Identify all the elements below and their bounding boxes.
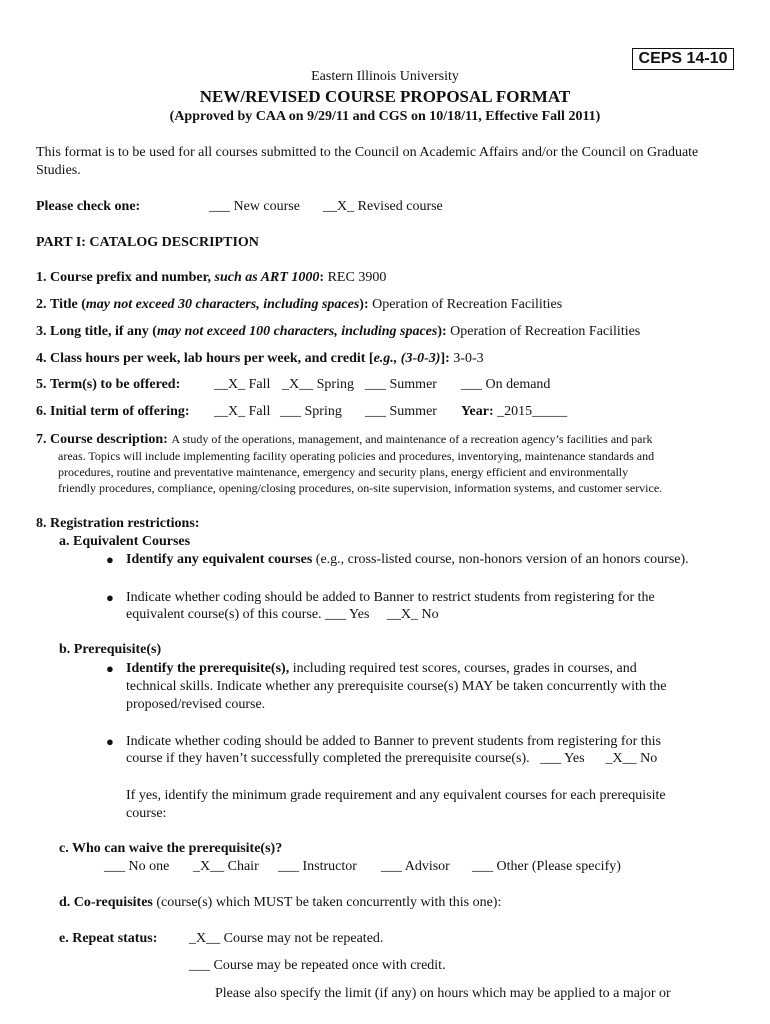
item-4 — [36, 350, 484, 368]
item-3-hint: may not exceed 100 characters, including spaces — [156, 324, 438, 339]
prereq-identify-line-1 — [126, 660, 637, 678]
prereq-yes-option[interactable] — [540, 751, 584, 766]
new-course-mark: ___ — [209, 199, 230, 214]
repeat-note: Please also specify the limit (if any) on hours which may be applied to a major or — [215, 986, 671, 1001]
equivalent-no-option[interactable] — [387, 607, 439, 622]
year-label: Year: — [461, 404, 494, 419]
item-1-colon: : — [319, 270, 325, 285]
term-on-demand-label: On demand — [485, 377, 551, 392]
item-4-value: 3-0-3 — [453, 351, 484, 366]
revised-course-label: Revised course — [357, 199, 443, 214]
new-course-label: New course — [233, 199, 300, 214]
item-5 — [36, 376, 180, 394]
item-1-label: Course prefix and number, — [50, 270, 212, 285]
repeat-not-option[interactable] — [189, 930, 383, 948]
term-fall-label: Fall — [248, 377, 271, 392]
page-title: NEW/REVISED COURSE PROPOSAL FORMAT — [199, 87, 571, 106]
waive-instructor-option[interactable] — [278, 858, 357, 876]
waive-no-one-mark: ___ — [104, 859, 125, 874]
bullet-icon: ● — [106, 590, 114, 605]
item-1-hint: such as ART 1000 — [214, 270, 320, 285]
item-1-value: REC 3900 — [327, 270, 387, 285]
course-description-line-3: procedures, routine and preventative maintenance, emergency and security plans, energy efficient and environmentally — [58, 465, 629, 479]
initial-year — [461, 403, 567, 421]
equivalent-coding-text: equivalent course(s) of this course. — [126, 607, 322, 622]
prerequisites-heading: b. Prerequisite(s) — [59, 642, 162, 657]
prereq-coding-text: course if they haven’t successfully completed the prerequisite course(s). — [126, 751, 530, 766]
equivalent-coding-line-2 — [126, 606, 439, 624]
course-description-line-4: friendly procedures, compliance, opening/closing procedures, on-site supervision, information systems, and customer service. — [58, 481, 663, 495]
item-1 — [36, 269, 386, 287]
item-8-num: 8. — [36, 516, 47, 531]
equivalent-identify — [126, 551, 689, 569]
prereq-identify-bold: Identify the prerequisite(s), — [126, 661, 290, 676]
bullet-icon: ● — [106, 552, 114, 567]
waive-no-one-option[interactable] — [104, 858, 169, 876]
prereq-note-line-1: If yes, identify the minimum grade requirement and any equivalent courses for each prerequisite — [126, 788, 666, 803]
prereq-no-mark: _X__ — [605, 751, 637, 766]
prereq-identify-rest: including required test scores, courses, grades in courses, and — [292, 661, 637, 676]
waive-chair-mark: _X__ — [193, 859, 225, 874]
equivalent-identify-bold: Identify any equivalent courses — [126, 552, 313, 567]
equivalent-no-label: No — [421, 607, 439, 622]
equivalent-yes-mark: ___ — [325, 607, 347, 622]
repeat-once-mark: ___ — [189, 958, 210, 973]
item-6-num: 6. — [36, 404, 47, 419]
prereq-coding-line-1: Indicate whether coding should be added to Banner to prevent students from registering for this — [126, 734, 661, 749]
item-7-label: Course description: — [50, 432, 168, 447]
item-8 — [36, 515, 199, 533]
term-spring-mark: _X__ — [282, 377, 314, 392]
item-3-value: Operation of Recreation Facilities — [450, 324, 641, 339]
term-summer-mark: ___ — [365, 377, 386, 392]
term-spring-option[interactable] — [282, 376, 354, 394]
waive-no-one-label: No one — [128, 859, 170, 874]
equivalent-yes-label: Yes — [349, 607, 370, 622]
form-id: CEPS 14-10 — [632, 48, 734, 70]
prereq-no-label: No — [640, 751, 658, 766]
prereq-no-option[interactable] — [606, 751, 658, 766]
waive-chair-label: Chair — [227, 859, 259, 874]
waive-chair-option[interactable] — [193, 858, 259, 876]
waive-heading: c. Who can waive the prerequisite(s)? — [59, 841, 283, 856]
item-3-label: Long title, if any ( — [50, 324, 157, 339]
term-summer-label: Summer — [389, 377, 437, 392]
item-7-num: 7. — [36, 432, 47, 447]
waive-instructor-label: Instructor — [302, 859, 357, 874]
item-2 — [36, 296, 562, 314]
initial-spring-label: Spring — [304, 404, 342, 419]
equivalent-no-mark: __X_ — [386, 607, 419, 622]
initial-fall-mark: __X_ — [214, 404, 246, 419]
bullet-icon: ● — [106, 734, 114, 749]
university-name: Eastern Illinois University — [311, 69, 459, 84]
item-1-num: 1. — [36, 270, 47, 285]
initial-spring-mark: ___ — [280, 404, 301, 419]
part1-heading: PART I: CATALOG DESCRIPTION — [36, 235, 259, 250]
initial-summer-option[interactable] — [365, 403, 437, 421]
prereq-coding-line-2 — [126, 750, 657, 768]
corequisites-label: d. Co-requisites — [59, 895, 153, 910]
item-5-label: Term(s) to be offered: — [50, 377, 181, 392]
item-2-num: 2. — [36, 297, 47, 312]
prereq-note-line-2: course: — [126, 806, 167, 821]
waive-other-label: Other (Please specify) — [496, 859, 621, 874]
item-5-num: 5. — [36, 377, 47, 392]
course-description-line-1: A study of the operations, management, and maintenance of a recreation agency’s facilities and park — [171, 432, 653, 446]
waive-advisor-option[interactable] — [381, 858, 450, 876]
repeat-status-label: e. Repeat status: — [59, 931, 158, 946]
term-spring-label: Spring — [316, 377, 354, 392]
initial-summer-label: Summer — [389, 404, 437, 419]
term-on-demand-mark: ___ — [461, 377, 482, 392]
initial-summer-mark: ___ — [365, 404, 386, 419]
initial-fall-label: Fall — [248, 404, 271, 419]
corequisites — [59, 894, 501, 912]
item-4-label: Class hours per week, lab hours per week, and credit [ — [50, 351, 374, 366]
initial-spring-option[interactable] — [280, 403, 342, 421]
waive-other-mark: ___ — [472, 859, 493, 874]
repeat-once-label: Course may be repeated once with credit. — [213, 958, 446, 973]
waive-advisor-mark: ___ — [381, 859, 402, 874]
item-2-hint: may not exceed 30 characters, including spaces — [85, 297, 360, 312]
term-fall-mark: __X_ — [214, 377, 246, 392]
repeat-once-option[interactable] — [189, 957, 446, 975]
year-field[interactable]: _2015_____ — [497, 404, 568, 419]
corequisites-rest: (course(s) which MUST be taken concurrently with this one): — [156, 895, 502, 910]
item-3-num: 3. — [36, 324, 47, 339]
check-one-label: Please check one: — [36, 199, 141, 214]
item-2-label: Title ( — [50, 297, 86, 312]
equivalent-courses-heading: a. Equivalent Courses — [59, 534, 191, 549]
waive-advisor-label: Advisor — [404, 859, 450, 874]
item-2-close: ): — [359, 297, 369, 312]
item-4-close: ]: — [440, 351, 450, 366]
waive-other-option[interactable] — [472, 858, 621, 876]
term-summer-option[interactable] — [365, 376, 437, 394]
term-on-demand-option[interactable] — [461, 376, 550, 394]
item-3 — [36, 323, 640, 341]
waive-instructor-mark: ___ — [278, 859, 299, 874]
item-4-hint: e.g., (3-0-3) — [373, 351, 441, 366]
prereq-identify-line-2: technical skills. Indicate whether any prerequisite course(s) MAY be taken concurrently with the — [126, 679, 667, 694]
intro-text: This format is to be used for all courses submitted to the Council on Academic Affairs and/or the Council on Graduate Studies. — [36, 145, 699, 178]
item-7 — [36, 431, 652, 449]
prereq-yes-mark: ___ — [540, 751, 562, 766]
bullet-icon: ● — [106, 661, 114, 676]
initial-fall-option[interactable] — [214, 403, 270, 421]
new-course-option[interactable] — [209, 198, 300, 216]
item-3-close: ): — [437, 324, 447, 339]
repeat-not-mark: _X__ — [189, 931, 221, 946]
item-8-label: Registration restrictions: — [50, 516, 200, 531]
equivalent-identify-rest: (e.g., cross-listed course, non-honors version of an honors course). — [315, 552, 689, 567]
repeat-not-label: Course may not be repeated. — [223, 931, 384, 946]
revised-course-mark: __X_ — [323, 199, 355, 214]
item-6-label: Initial term of offering: — [50, 404, 190, 419]
course-description-line-2: areas. Topics will include implementing facility operating policies and procedures, inventorying, maintenance standards and — [58, 449, 655, 463]
item-4-num: 4. — [36, 351, 47, 366]
item-2-value: Operation of Recreation Facilities — [372, 297, 563, 312]
revised-course-option[interactable] — [323, 198, 443, 216]
equivalent-yes-option[interactable] — [325, 607, 369, 622]
prereq-yes-label: Yes — [564, 751, 585, 766]
approval-note: (Approved by CAA on 9/29/11 and CGS on 10/18/11, Effective Fall 2011) — [169, 109, 601, 124]
item-6 — [36, 403, 190, 421]
prereq-identify-line-3: proposed/revised course. — [126, 697, 266, 712]
equivalent-coding-line-1: Indicate whether coding should be added to Banner to restrict students from registering for the — [126, 590, 655, 605]
term-fall-option[interactable] — [214, 376, 270, 394]
